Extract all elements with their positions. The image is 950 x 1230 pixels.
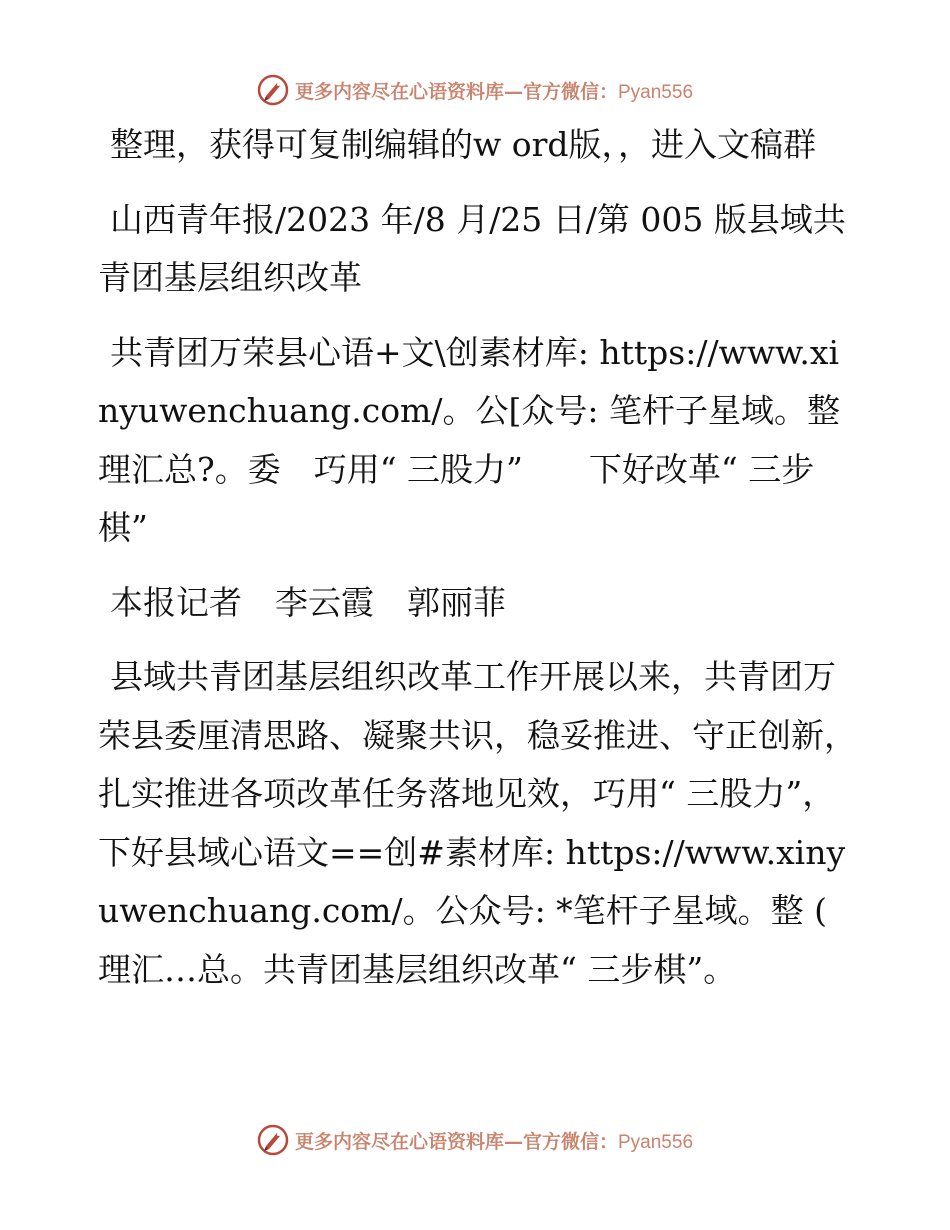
footer-banner-text: 更多内容尽在心语资料库—官方微信：Pyan556 bbox=[294, 1130, 694, 1153]
paragraph-body: 县域共青团基层组织改革工作开展以来，共青团万荣县委厘清思路、凝聚共识，稳妥推进、守正创新，扎实推进各项改革任务落地见效，巧用“ 三股力”，下好县域心语文==创#素材库: https://www.xinyuwenchuang.com/。公众号: *笔杆子星域。整 ( 理汇…总。共青团基层组织改革“ 三步棋”。 bbox=[98, 657, 857, 989]
document-body bbox=[98, 116, 858, 1015]
header-banner bbox=[0, 72, 950, 108]
header-banner-inner bbox=[257, 74, 693, 106]
paragraph-title: 共青团万荣县心语+文\创素材库: https://www.xinyuwenchuang.com/。公[众号: 笔杆子星域。整理汇总?。委 巧用“ 三股力” 下好改革“ 三步棋” bbox=[98, 332, 840, 547]
pen-nib-logo-icon bbox=[257, 74, 289, 106]
footer-banner bbox=[0, 1122, 950, 1158]
header-banner-text: 更多内容尽在心语资料库—官方微信：Pyan556 bbox=[294, 80, 694, 103]
paragraph-byline: 本报记者 李云霞 郭丽菲 bbox=[110, 582, 506, 622]
pen-nib-logo-icon bbox=[257, 1124, 289, 1156]
paragraph-source: 山西青年报/2023 年/8 月/25 日/第 005 版县域共青团基层组织改革 bbox=[98, 199, 846, 297]
paragraph-intro: 整理，获得可复制编辑的w ord版，，进入文稿群 bbox=[110, 125, 817, 164]
footer-banner-inner bbox=[257, 1124, 693, 1156]
